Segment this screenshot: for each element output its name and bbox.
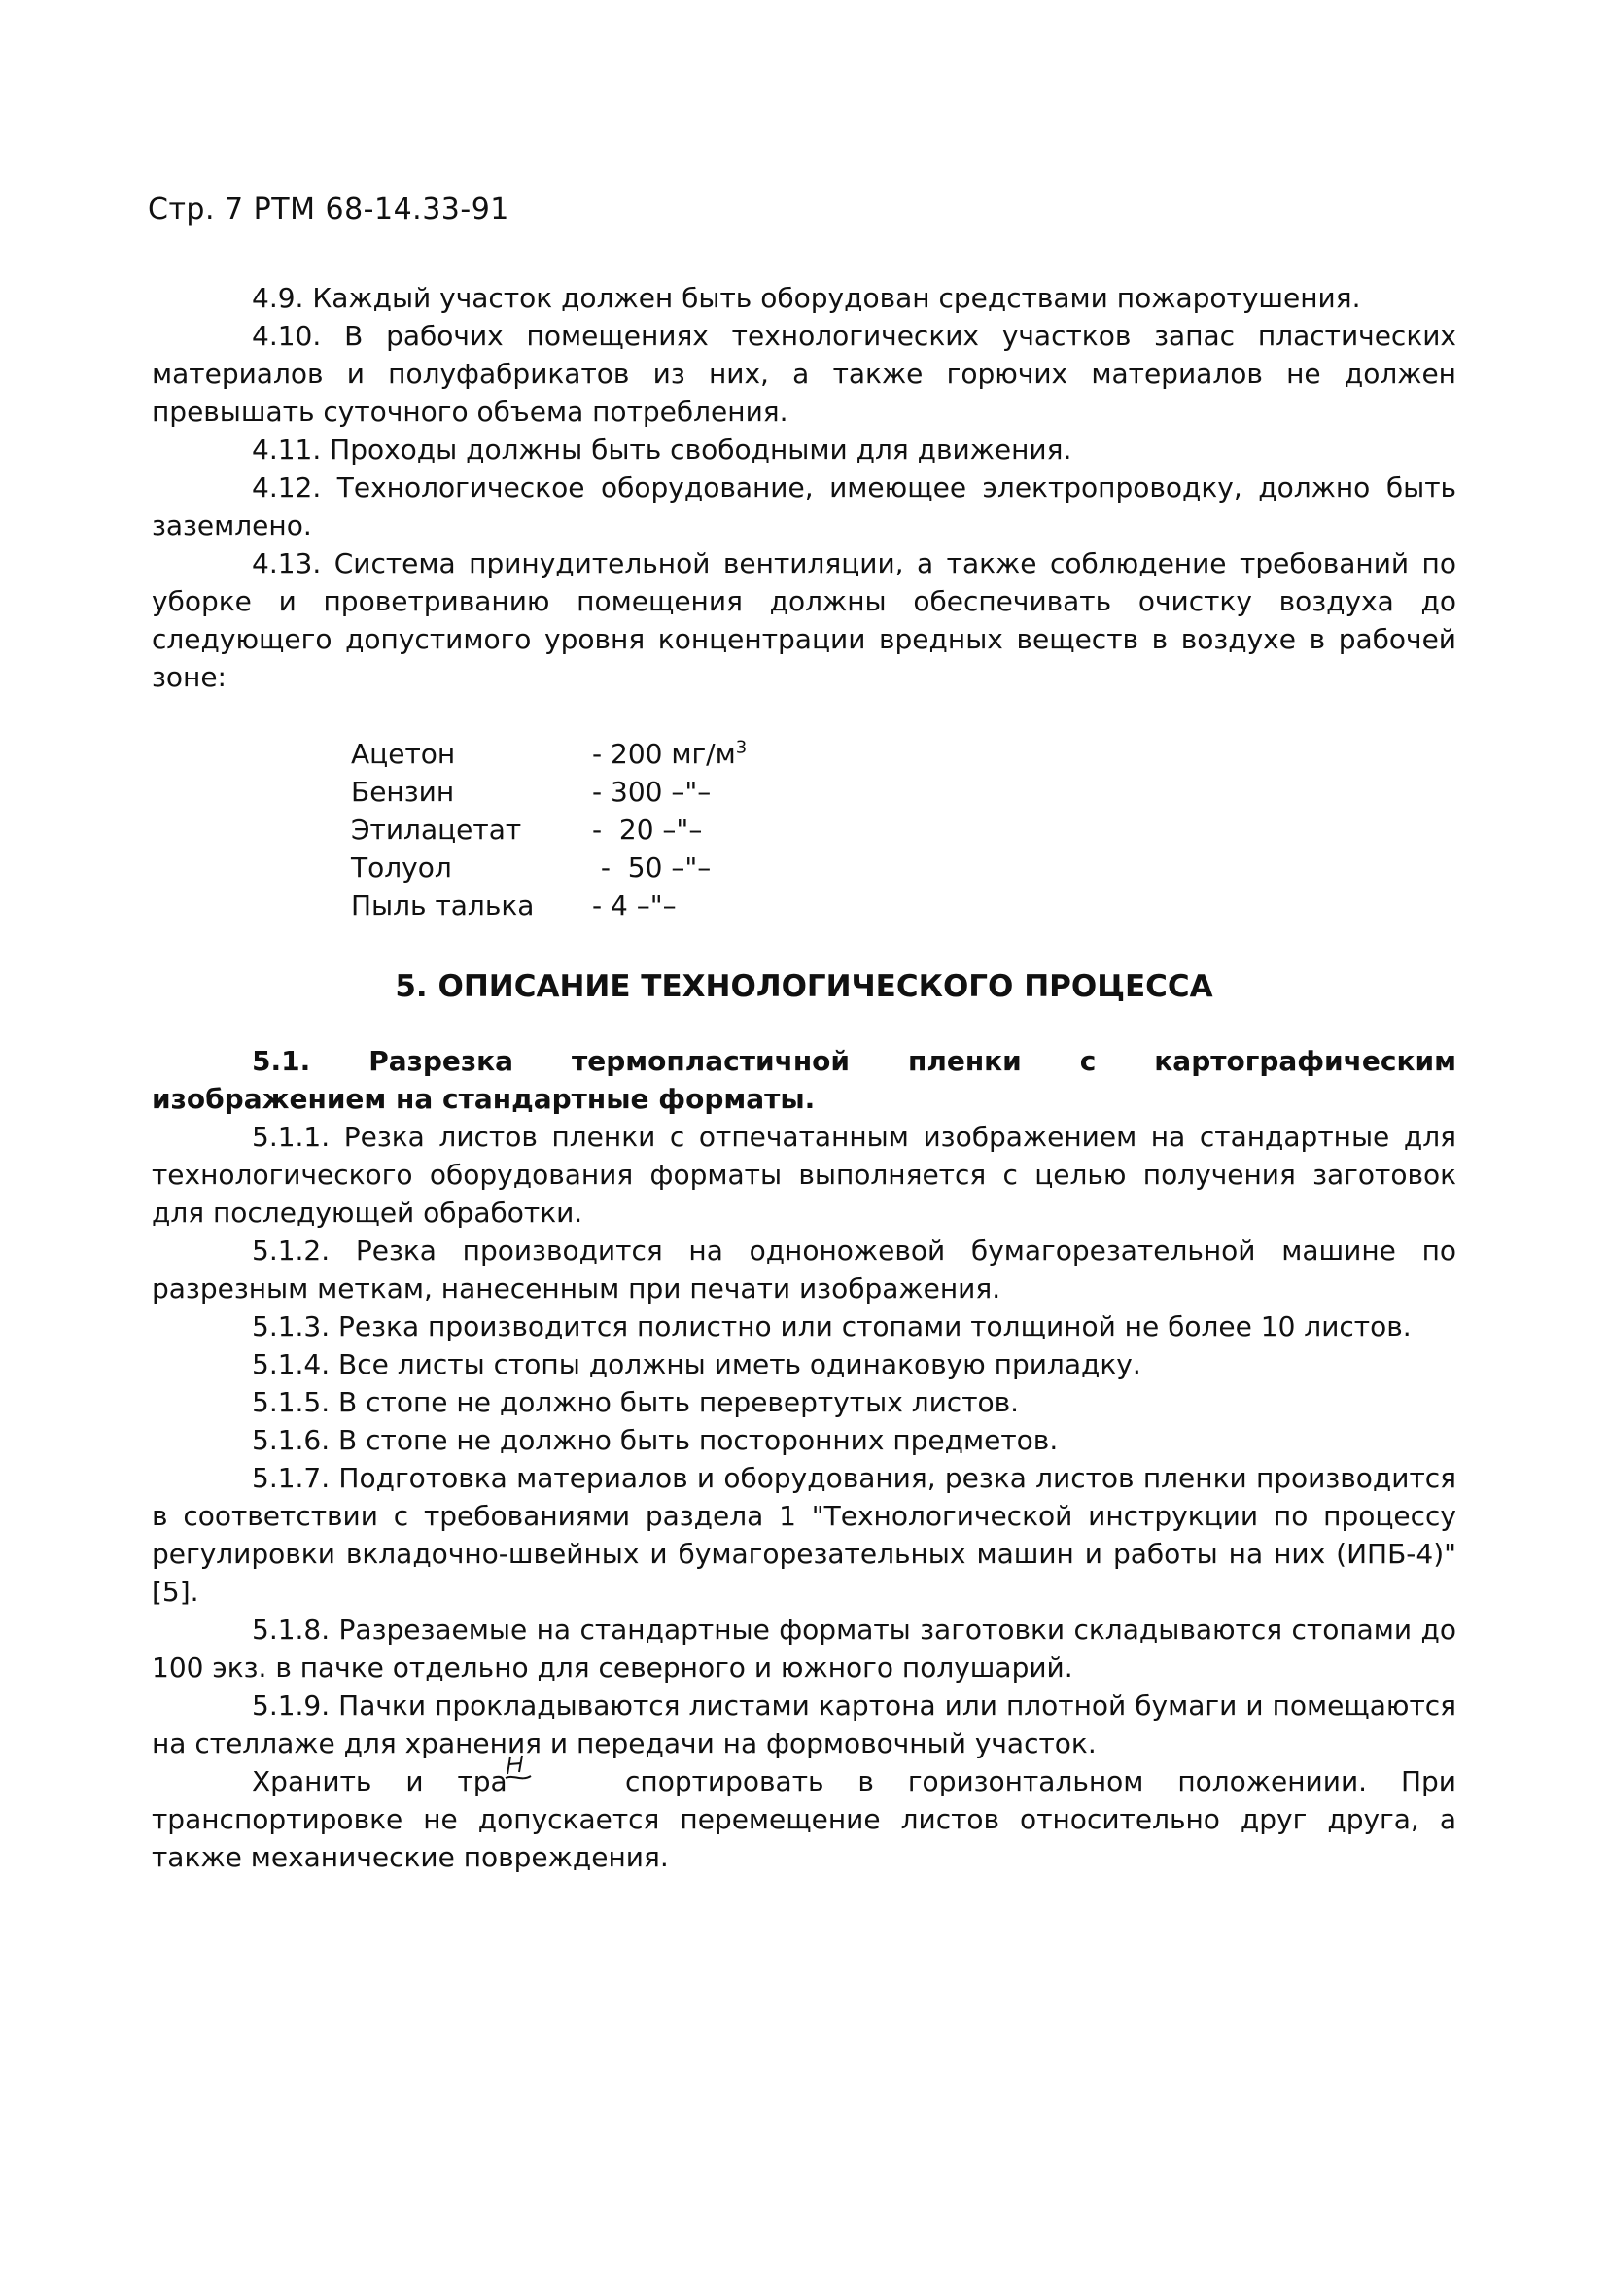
substance-value: - 200 $мг/м^3$ <box>592 737 748 770</box>
substance-name: Бензин <box>351 776 455 808</box>
paragraph-5-1-1: 5.1.1. Резка листов пленки с отпечатанным изображением на стандартные для технологического оборудования форматы выполняется с целью получения заготовок для последующей обработки. <box>152 1121 1456 1229</box>
paragraph-5-1-3: 5.1.3. Резка производится полистно или стопами толщиной не более 10 листов. <box>252 1310 1412 1342</box>
table-row <box>351 735 747 773</box>
handwritten-mark-icon <box>504 1753 533 1786</box>
superscript: 3 <box>735 737 748 758</box>
substance-name: Ацетон <box>351 738 456 770</box>
subsection-5-1-title: 5.1. Разрезка термопластичной пленки с картографическим изображением на стандартные форматы. <box>152 1045 1456 1115</box>
paragraph-4-10: 4.10. В рабочих помещениях технологических участков запас пластических материалов и полуфабрикатов из них, а также горючих материалов не должен превышать суточного объема потребления. <box>152 320 1456 428</box>
section-5-1 <box>152 1042 1456 1876</box>
paragraph-5-1-6: 5.1.6. В стопе не должно быть посторонних предметов. <box>252 1424 1059 1456</box>
paragraph-4-9: 4.9. Каждый участок должен быть оборудован средствами пожаротушения. <box>252 282 1361 314</box>
substance-name: Пыль талька <box>351 889 535 922</box>
paragraph-storage: Хранить и тра спортировать в горизонтальном положениии. При транспортировке не допускается перемещение листов относительно друг друга, а также механические повреждения. <box>152 1762 1456 1876</box>
page-header: Стр. 7 РТМ 68-14.33-91 <box>148 192 509 226</box>
paragraph-5-1-8: 5.1.8. Разрезаемые на стандартные форматы заготовки складываются стопами до 100 экз. в пачке отдельно для северного и южного полушарий. <box>152 1614 1456 1684</box>
paragraph-5-1-7: 5.1.7. Подготовка материалов и оборудования, резка листов пленки производится в соответствии с требованиями раздела 1 "Технологической инструкции по процессу регулировки вкладочно-швейных и бумагорезательных машин и работы на них (ИПБ-4)" [5]. <box>152 1462 1456 1608</box>
substance-value: - 50 –"– <box>592 852 712 884</box>
paragraph-4-13: 4.13. Система принудительной вентиляции, а также соблюдение требований по уборке и проветриванию помещения должны обеспечивать очистку воздуха до следующего допустимого уровня концентрации вредных веществ в воздухе в рабочей зоне: <box>152 547 1456 693</box>
substance-name: Этилацетат <box>351 814 522 846</box>
paragraph-4-12: 4.12. Технологическое оборудование, имеющее электропроводку, должно быть заземлено. <box>152 471 1456 541</box>
substance-value: - 20 –"– <box>592 814 703 846</box>
paragraph-5-1-4: 5.1.4. Все листы стопы должны иметь одинаковую приладку. <box>252 1348 1141 1380</box>
substance-value: - 4 –"– <box>592 889 677 922</box>
substance-value: - 300 –"– <box>592 776 712 808</box>
substance-name: Толуол <box>351 852 452 884</box>
paragraph-5-1-2: 5.1.2. Резка производится на одноножевой бумагорезательной машине по разрезным меткам, нанесенным при печати изображения. <box>152 1235 1456 1305</box>
paragraph-5-1-9: 5.1.9. Пачки прокладываются листами картона или плотной бумаги и помещаются на стеллаже для хранения и передачи на формовочный участок. <box>152 1689 1456 1759</box>
concentration-table <box>351 735 747 924</box>
paragraph-5-1-5: 5.1.5. В стопе не должно быть перевертутых листов. <box>252 1386 1020 1418</box>
section-5-title: 5. ОПИСАНИЕ ТЕХНОЛОГИЧЕСКОГО ПРОЦЕССА <box>395 969 1213 1004</box>
table-row <box>351 849 747 887</box>
paragraph-4-11: 4.11. Проходы должны быть свободными для движения. <box>252 434 1072 466</box>
table-row <box>351 773 747 811</box>
section-4-requirements <box>152 279 1456 696</box>
table-row <box>351 887 747 924</box>
handwritten-correction <box>507 1762 625 1800</box>
table-row <box>351 811 747 849</box>
